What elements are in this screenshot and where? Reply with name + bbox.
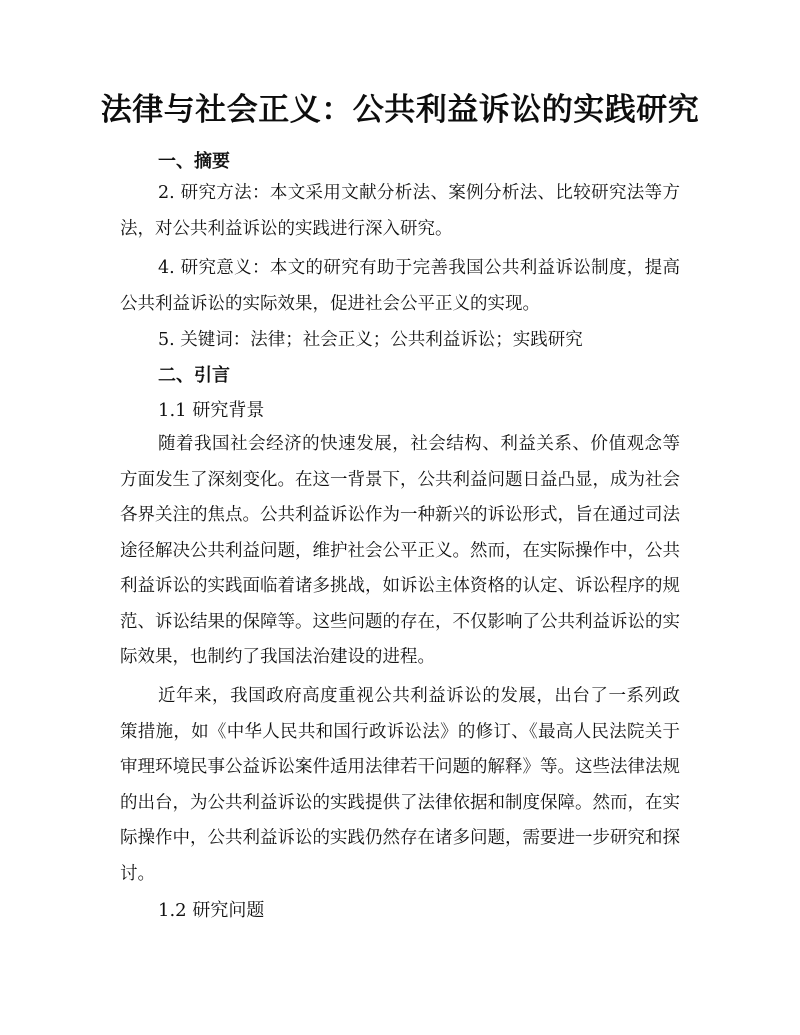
- document-title: 法律与社会正义：公共利益诉讼的实践研究: [100, 92, 700, 128]
- intro-background-paragraph: 随着我国社会经济的快速发展，社会结构、利益关系、价值观念等方面发生了深刻变化。在这一背景下，公共利益问题日益凸显，成为社会各界关注的焦点。公共利益诉讼作为一种新兴的诉讼形式，旨在通过司法途径解决公共利益问题，维护社会公平正义。然而，在实际操作中，公共利益诉讼的实践面临着诸多挑战，如诉讼主体资格的认定、诉讼程序的规范、诉讼结果的保障等。这些问题的存在，不仅影响了公共利益诉讼的实际效果，也制约了我国法治建设的进程。: [120, 434, 680, 667]
- abstract-significance-paragraph: 4. 研究意义：本文的研究有助于完善我国公共利益诉讼制度，提高公共利益诉讼的实际效果，促进社会公平正义的实现。: [120, 258, 680, 314]
- abstract-keywords-line: 5. 关键词：法律；社会正义；公共利益诉讼；实践研究: [158, 330, 583, 350]
- intro-policy-paragraph: 近年来，我国政府高度重视公共利益诉讼的发展，出台了一系列政策措施，如《中华人民共和国行政诉讼法》的修订、《最高人民法院关于审理环境民事公益诉讼案件适用法律若干问题的解释》等。这些法律法规的出台，为公共利益诉讼的实践提供了法律依据和制度保障。然而，在实际操作中，公共利益诉讼的实践仍然存在诸多问题，需要进一步研究和探讨。: [120, 686, 680, 884]
- subsection-heading-background: 1.1 研究背景: [158, 400, 265, 421]
- abstract-method-paragraph: 2. 研究方法：本文采用文献分析法、案例分析法、比较研究法等方法，对公共利益诉讼的实践进行深入研究。: [120, 183, 680, 239]
- section-heading-intro: 二、引言: [158, 365, 230, 386]
- section-heading-abstract: 一、摘要: [158, 151, 230, 172]
- subsection-heading-question: 1.2 研究问题: [158, 900, 265, 921]
